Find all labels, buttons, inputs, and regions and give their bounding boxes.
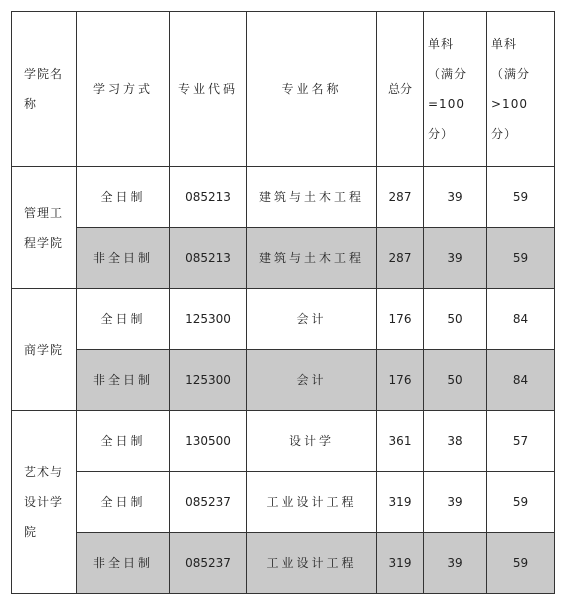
header-college: 学院名称 <box>12 12 77 167</box>
single-gt100-cell: 84 <box>487 350 555 411</box>
table-row <box>12 472 555 533</box>
single-100-cell: 39 <box>424 228 487 289</box>
college-name-cell: 艺术与设计学院 <box>12 411 77 594</box>
score-table <box>11 11 555 594</box>
header-single-gt100-line: 单科 <box>491 37 518 51</box>
study-mode-cell: 全日制 <box>77 472 170 533</box>
header-major-name: 专业名称 <box>247 12 377 167</box>
single-100-cell: 50 <box>424 350 487 411</box>
study-mode-cell: 非全日制 <box>77 228 170 289</box>
header-single-gt100-line: >100 <box>491 97 528 111</box>
major-code-cell: 125300 <box>170 289 247 350</box>
study-mode-cell: 非全日制 <box>77 350 170 411</box>
major-code-cell: 085237 <box>170 472 247 533</box>
study-mode-cell: 全日制 <box>77 411 170 472</box>
single-gt100-cell: 84 <box>487 289 555 350</box>
total-score-cell: 287 <box>377 228 424 289</box>
major-name-cell: 建筑与土木工程 <box>247 167 377 228</box>
college-name-cell: 商学院 <box>12 289 77 411</box>
header-single-gt100 <box>487 12 555 167</box>
major-code-cell: 125300 <box>170 350 247 411</box>
table-row <box>12 350 555 411</box>
total-score-cell: 361 <box>377 411 424 472</box>
single-100-cell: 50 <box>424 289 487 350</box>
header-single-100-line: =100 <box>428 97 465 111</box>
single-gt100-cell: 59 <box>487 472 555 533</box>
table-row <box>12 289 555 350</box>
header-major-code: 专业代码 <box>170 12 247 167</box>
single-gt100-cell: 59 <box>487 533 555 594</box>
table-row <box>12 411 555 472</box>
header-single-100-line: 分） <box>428 127 455 141</box>
single-100-cell: 38 <box>424 411 487 472</box>
study-mode-cell: 非全日制 <box>77 533 170 594</box>
header-single-gt100-line: 分） <box>491 127 518 141</box>
single-gt100-cell: 57 <box>487 411 555 472</box>
header-single-100-line: （满分 <box>428 67 468 81</box>
single-100-cell: 39 <box>424 472 487 533</box>
header-single-gt100-line: （满分 <box>491 67 531 81</box>
major-code-cell: 130500 <box>170 411 247 472</box>
major-code-cell: 085213 <box>170 228 247 289</box>
study-mode-cell: 全日制 <box>77 167 170 228</box>
single-100-cell: 39 <box>424 167 487 228</box>
college-name-cell: 管理工程学院 <box>12 167 77 289</box>
header-row <box>12 12 555 167</box>
major-name-cell: 工业设计工程 <box>247 472 377 533</box>
single-gt100-cell: 59 <box>487 167 555 228</box>
total-score-cell: 176 <box>377 289 424 350</box>
table-row <box>12 533 555 594</box>
major-name-cell: 会计 <box>247 289 377 350</box>
major-name-cell: 建筑与土木工程 <box>247 228 377 289</box>
total-score-cell: 319 <box>377 533 424 594</box>
major-code-cell: 085213 <box>170 167 247 228</box>
major-code-cell: 085237 <box>170 533 247 594</box>
total-score-cell: 287 <box>377 167 424 228</box>
header-study-mode: 学习方式 <box>77 12 170 167</box>
major-name-cell: 会计 <box>247 350 377 411</box>
table-row <box>12 167 555 228</box>
single-gt100-cell: 59 <box>487 228 555 289</box>
major-name-cell: 工业设计工程 <box>247 533 377 594</box>
total-score-cell: 176 <box>377 350 424 411</box>
total-score-cell: 319 <box>377 472 424 533</box>
single-100-cell: 39 <box>424 533 487 594</box>
header-single-100-line: 单科 <box>428 37 455 51</box>
header-total: 总分 <box>377 12 424 167</box>
major-name-cell: 设计学 <box>247 411 377 472</box>
header-single-100 <box>424 12 487 167</box>
study-mode-cell: 全日制 <box>77 289 170 350</box>
table-row <box>12 228 555 289</box>
